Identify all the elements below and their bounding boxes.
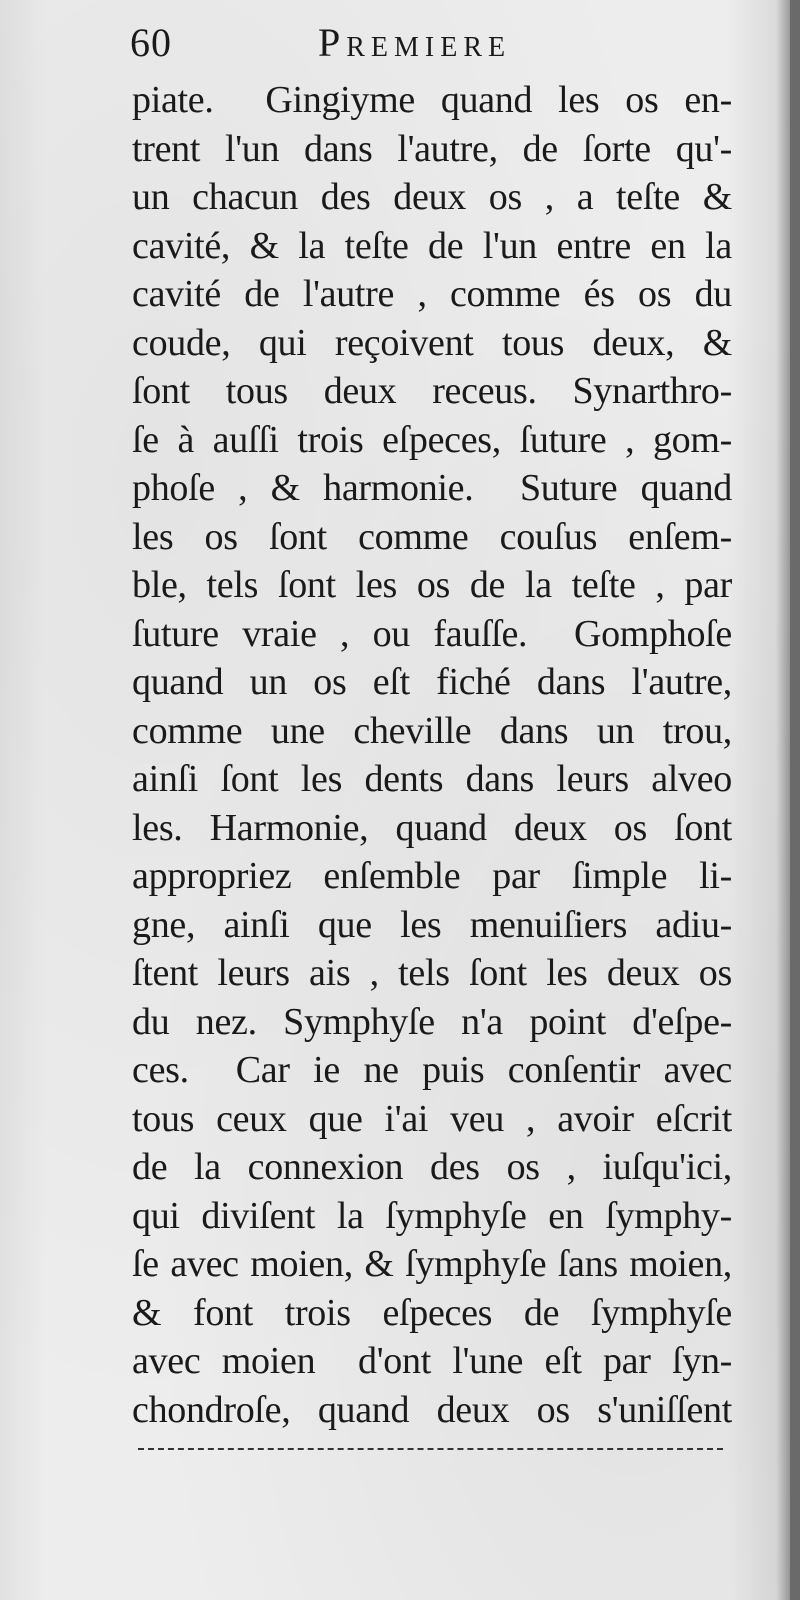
- text-line: piate. Gingiyme quand les os en-: [132, 79, 732, 121]
- text-line: les. Harmonie, quand deux os ſont: [132, 806, 732, 849]
- text-line: ble, tels ſont les os de la teſte , par: [132, 564, 732, 606]
- text-line: gne, ainſi que les menuiſiers adiu-: [132, 903, 732, 946]
- body-text: [132, 76, 732, 1434]
- text-line: qui diviſent la ſymphyſe en ſymphy-: [132, 1194, 732, 1237]
- text-line: ainſi ſont les dents dans leurs alveo: [132, 758, 732, 800]
- text-line: & font trois eſpeces de ſymphyſe: [132, 1291, 732, 1334]
- text-line: quand un os eſt fiché dans l'autre,: [132, 661, 732, 703]
- text-line: cavité, & la teſte de l'un entre en la: [132, 224, 732, 267]
- text-line: avec moien d'ont l'une eſt par ſyn-: [132, 1340, 732, 1382]
- text-line: de la connexion des os , iuſqu'ici,: [132, 1146, 732, 1188]
- text-line: tous ceux que i'ai veu , avoir eſcrit: [132, 1097, 732, 1140]
- text-line: ſuture vraie , ou fauſſe. Gomphoſe: [132, 612, 732, 655]
- text-line: ſtent leurs ais , tels ſont les deux os: [132, 952, 732, 994]
- text-line: ſont tous deux receus. Synarthro-: [132, 370, 732, 412]
- footer-rule: [138, 1448, 723, 1450]
- text-line: ces. Car ie ne puis conſentir avec: [132, 1049, 732, 1091]
- text-line: cavité de l'autre , comme és os du: [132, 273, 732, 315]
- text-line: comme une cheville dans un trou,: [132, 709, 732, 752]
- text-line: trent l'un dans l'autre, de ſorte qu'-: [132, 127, 732, 170]
- page-header: [130, 18, 730, 68]
- text-line: coude, qui reçoivent tous deux, &: [132, 321, 732, 364]
- text-line: chondroſe, quand deux os s'uniſſent: [132, 1388, 732, 1431]
- page-number: 60: [130, 20, 172, 65]
- text-line: un chacun des deux os , a teſte &: [132, 176, 732, 218]
- running-title: Premiere: [318, 20, 512, 65]
- text-line: phoſe , & harmonie. Suture quand: [132, 467, 732, 509]
- text-line: les os ſont comme couſus enſem-: [132, 515, 732, 558]
- text-line: du nez. Symphyſe n'a point d'eſpe-: [132, 1000, 732, 1043]
- text-line: ſe à auſſi trois eſpeces, ſuture , gom-: [132, 418, 732, 461]
- text-line: appropriez enſemble par ſimple li-: [132, 855, 732, 897]
- text-line: ſe avec moien, & ſymphyſe ſans moien,: [132, 1243, 732, 1285]
